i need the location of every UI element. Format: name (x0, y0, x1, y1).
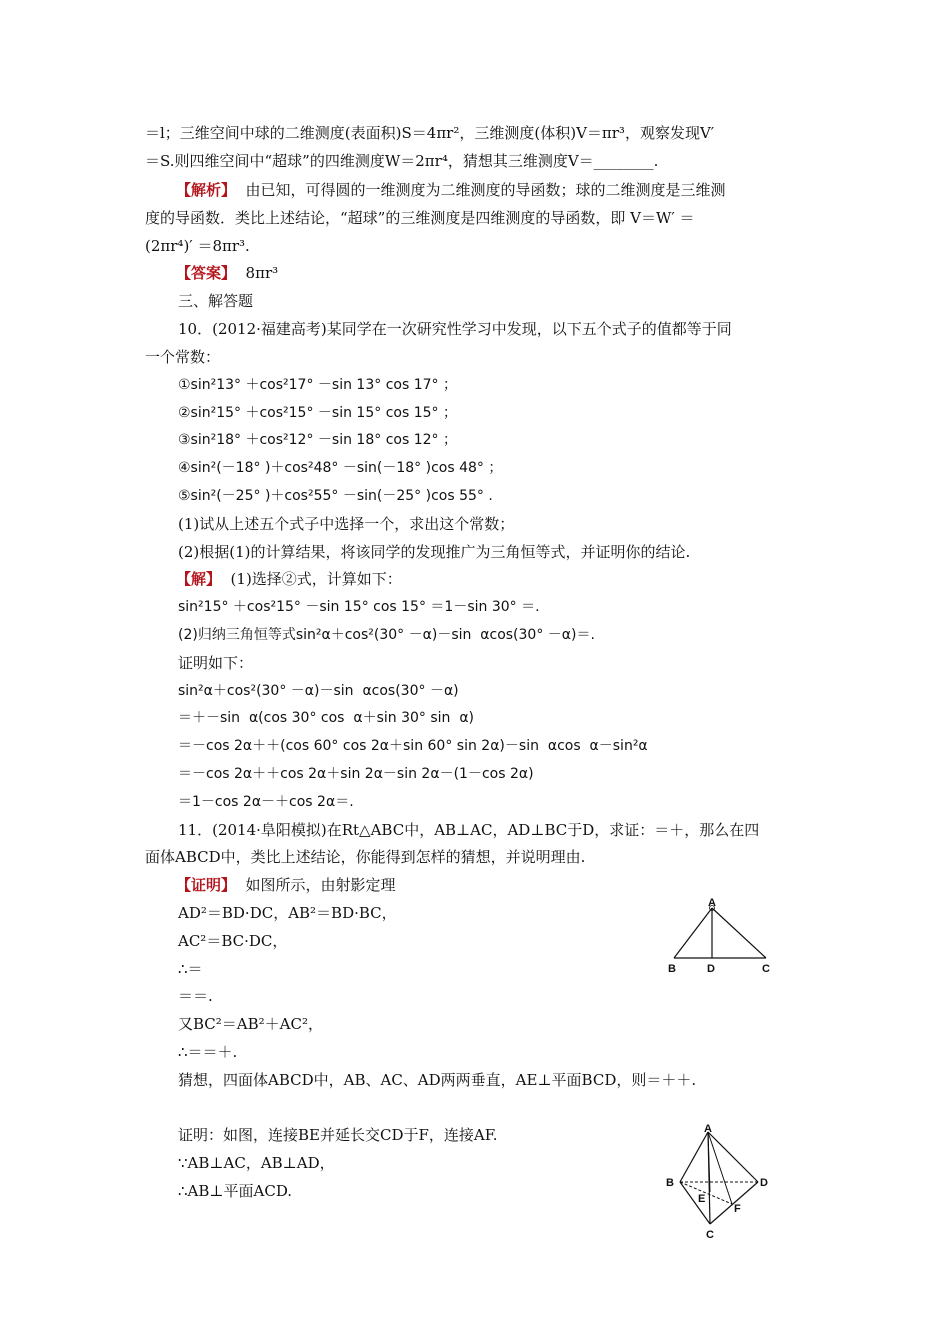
text-line: (1)选择②式，计算如下： (221, 570, 402, 588)
text-line: ＝l；三维空间中球的二维测度(表面积)S＝4πr²，三维测度(体积)V＝πr³，观察发现V′ (145, 124, 715, 142)
analysis-line (176, 180, 726, 202)
formula-line: (2)归纳三角恒等式sin²α＋cos²(30° －α)－sin αcos(30° －α)＝. (178, 627, 595, 643)
formula-line: ③sin²18° ＋cos²12° －sin 18° cos 12° ； (178, 432, 457, 448)
label-c: C (706, 1229, 714, 1241)
label-e: E (698, 1193, 706, 1205)
solution-line (176, 569, 402, 591)
label-c: C (762, 963, 770, 975)
answer-line (176, 263, 278, 285)
proof-line (176, 875, 396, 897)
formula-line: AC²＝BC·DC， (178, 932, 288, 950)
solution-tag: 【解】 (176, 570, 222, 588)
text-line: 面体ABCD中，类比上述结论，你能得到怎样的猜想，并说明理由. (145, 848, 586, 866)
section-heading: 三、解答题 (178, 292, 254, 310)
label-f: F (734, 1203, 741, 1215)
text-line: (1)试从上述五个式子中选择一个，求出这个常数； (178, 515, 515, 533)
proof-tag: 【证明】 (176, 876, 237, 894)
text-line: 8πr³ (236, 264, 279, 282)
formula-line: ⑤sin²(－25° )＋cos²55° －sin(－25° )cos 55° . (178, 488, 493, 504)
formula-line: ∵AB⊥AC，AB⊥AD， (178, 1154, 335, 1172)
formula-line: sin²15° ＋cos²15° －sin 15° cos 15° ＝1－sin 30° ＝. (178, 599, 540, 615)
formula-line: ＝－cos 2α＋＋(cos 60° cos 2α＋sin 60° sin 2α)－sin αcos α－sin²α (178, 738, 648, 754)
formula-line: ＝－cos 2α＋＋cos 2α＋sin 2α－sin 2α－(1－cos 2α) (178, 766, 534, 782)
answer-tag: 【答案】 (176, 264, 237, 282)
formula-line: ①sin²13° ＋cos²17° －sin 13° cos 17° ； (178, 377, 457, 393)
text-line: 如图所示，由射影定理 (236, 876, 396, 894)
formula-line: ②sin²15° ＋cos²15° －sin 15° cos 15° ； (178, 405, 457, 421)
text-line: 度的导函数．类比上述结论，“超球”的三维测度是四维测度的导函数，即 V＝W′ ＝ (145, 209, 695, 227)
problem-11-line: 11．(2014·阜阳模拟)在Rt△ABC中，AB⊥AC，AD⊥BC于D，求证：＝＋，那么在四 (178, 821, 760, 839)
problem-10-line: 10．(2012·福建高考)某同学在一次研究性学习中发现，以下五个式子的值都等于同 (178, 320, 732, 338)
formula-line: ④sin²(－18° )＋cos²48° －sin(－18° )cos 48° ； (178, 460, 503, 476)
formula-line: AD²＝BD·DC，AB²＝BD·BC， (178, 904, 397, 922)
label-d: D (760, 1177, 768, 1189)
segment-ab (674, 908, 712, 958)
label-b: B (668, 963, 676, 975)
text-line: 由已知，可得圆的一维测度为二维测度的导函数；球的二维测度是三维测 (236, 181, 726, 199)
tetrahedron-figure (660, 1124, 780, 1244)
segment-ac (712, 908, 766, 958)
text-line: 证明：如图，连接BE并延长交CD于F，连接AF. (178, 1126, 498, 1144)
formula-line: ∴＝＝＋. (178, 1043, 238, 1061)
triangle-figure (662, 896, 782, 976)
label-d: D (707, 963, 715, 975)
analysis-tag: 【解析】 (176, 181, 237, 199)
formula-line: ∴＝ (178, 960, 203, 978)
formula-line: ∴AB⊥平面ACD. (178, 1182, 293, 1200)
segment-af (708, 1132, 732, 1204)
text-line: (2)根据(1)的计算结果，将该同学的发现推广为三角恒等式，并证明你的结论. (178, 543, 691, 561)
text-line: (2πr⁴)′ ＝8πr³. (145, 237, 250, 255)
edge-ab (680, 1132, 708, 1182)
label-a: A (708, 897, 716, 909)
label-b: B (666, 1177, 674, 1189)
formula-line: ＝＝. (178, 987, 213, 1005)
edge-ad (708, 1132, 758, 1182)
text-line: 猜想，四面体ABCD中，AB、AC、AD两两垂直，AE⊥平面BCD，则＝＋＋. (178, 1071, 697, 1089)
text-line: 一个常数： (145, 348, 221, 366)
label-a: A (704, 1124, 712, 1135)
formula-line: ＝＋－sin α(cos 30° cos α＋sin 30° sin α) (178, 710, 475, 726)
text-line: ＝S.则四维空间中“超球”的四维测度W＝2πr⁴，猜想其三维测度V＝________. (145, 152, 659, 170)
text-line: 证明如下： (178, 654, 254, 672)
formula-line: sin²α＋cos²(30° －α)－sin αcos(30° －α) (178, 683, 459, 699)
formula-line: ＝1－cos 2α－＋cos 2α＝. (178, 794, 354, 810)
formula-line: 又BC²＝AB²＋AC²， (178, 1015, 323, 1033)
